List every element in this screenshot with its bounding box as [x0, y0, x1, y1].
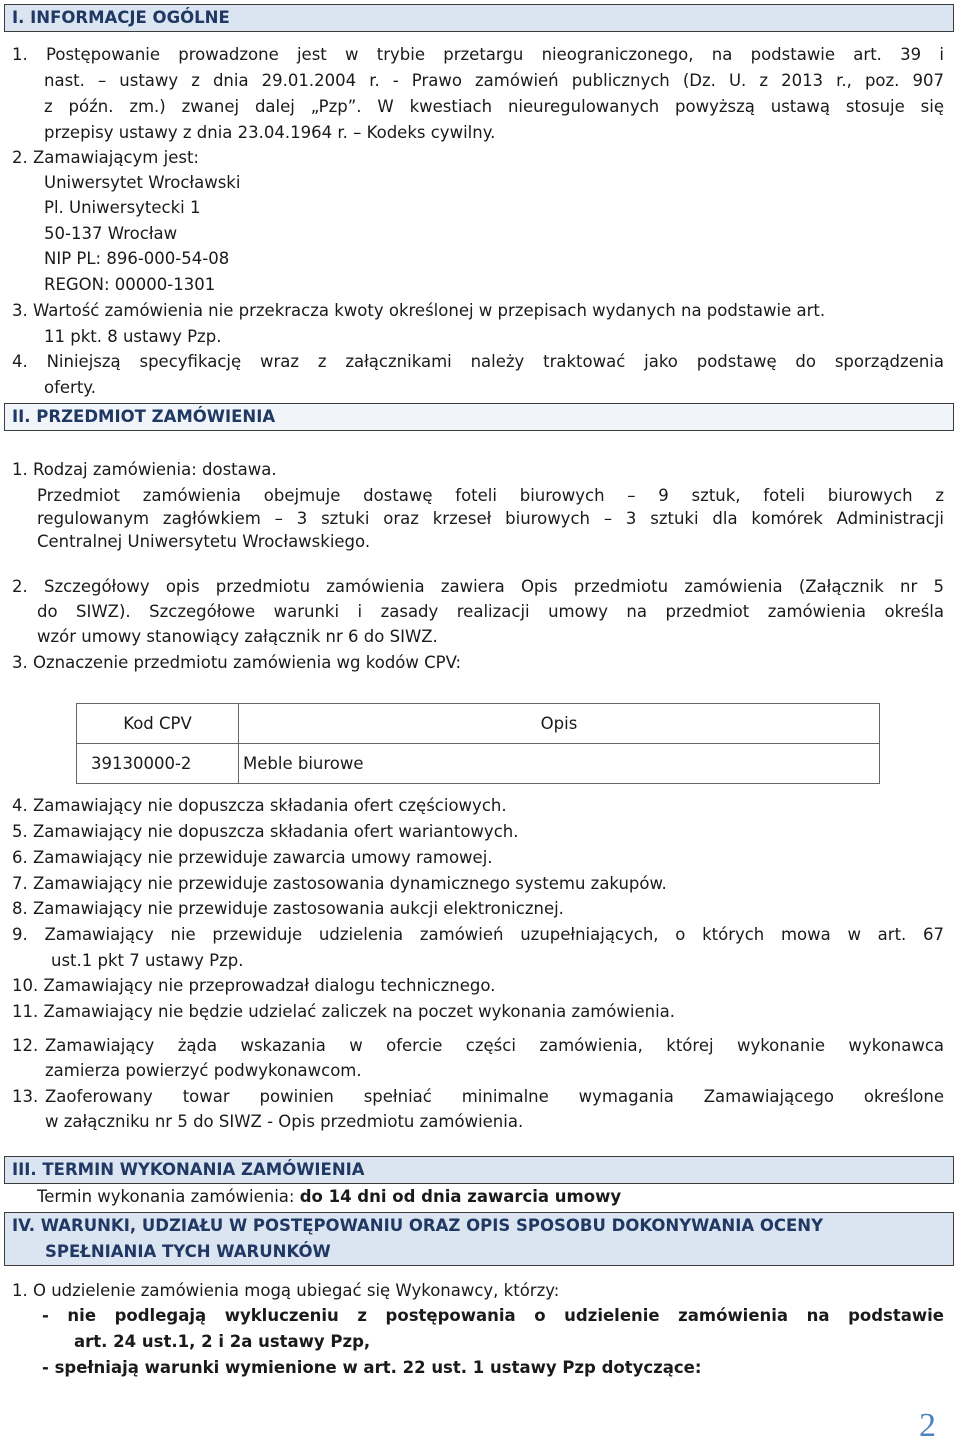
paragraph-2-title: 2. Zamawiającym jest:	[12, 148, 199, 167]
address-line-5: REGON: 00000-1301	[44, 275, 216, 294]
section-heading-subject: II. PRZEDMIOT ZAMÓWIENIA	[4, 403, 954, 431]
deadline-label: Termin wykonania zamówienia:	[37, 1187, 300, 1206]
paragraph-4-line-1: 4. Niniejszą specyfikację wraz z załącznikami należy traktować jako podstawę do sporządzenia	[12, 352, 944, 371]
condition-1-line-1: - nie podlegają wykluczeniu z postępowania o udzielenie zamówienia na podstawie	[42, 1306, 944, 1325]
paragraph-3-line-2: 11 pkt. 8 ustawy Pzp.	[44, 327, 222, 346]
cpv-code-cell: 39130000-2	[77, 744, 239, 784]
conditions-heading-line-1: IV. WARUNKI, UDZIAŁU W POSTĘPOWANIU ORAZ OPIS SPOSOBU DOKONYWANIA OCENY	[12, 1216, 824, 1235]
paragraph-1-line-3: z późn. zm.) zwanej dalej „Pzp”. W kwestiach nieuregulowanych powyższą ustawą stosuje się	[44, 97, 944, 116]
item-9-line-1: 9. Zamawiający nie przewiduje udzielenia zamówień uzupełniających, o których mowa w art. 67	[12, 925, 944, 944]
section-heading-conditions	[4, 1212, 954, 1266]
conditions-intro: 1. O udzielenie zamówienia mogą ubiegać się Wykonawcy, którzy:	[12, 1281, 560, 1300]
cpv-header-desc: Opis	[239, 704, 880, 744]
conditions-heading-line-2: SPEŁNIANIA TYCH WARUNKÓW	[45, 1242, 331, 1261]
paragraph-4-line-2: oferty.	[44, 378, 96, 397]
item-10: 10. Zamawiający nie przeprowadzał dialogu technicznego.	[12, 976, 496, 995]
item-13-line-2: w załączniku nr 5 do SIWZ - Opis przedmiotu zamówienia.	[45, 1112, 524, 1131]
list-item: 5. Zamawiający nie dopuszcza składania ofert wariantowych.	[12, 822, 519, 841]
item-12-line-2: zamierza powierzyć podwykonawcom.	[45, 1061, 362, 1080]
paragraph-1-line-1: 1. Postępowanie prowadzone jest w trybie przetargu nieograniczonego, na podstawie art. 39 i	[12, 45, 944, 64]
item-12-line-1: Zamawiający żąda wskazania w ofercie części zamówienia, której wykonanie wykonawca	[45, 1036, 944, 1055]
list-item: 8. Zamawiający nie przewiduje zastosowania aukcji elektronicznej.	[12, 899, 564, 918]
item-13-line-1: Zaoferowany towar powinien spełniać minimalne wymagania Zamawiającego określone	[45, 1087, 944, 1106]
paragraph-3-line-1: 3. Wartość zamówienia nie przekracza kwoty określonej w przepisach wydanych na podstawie art.	[12, 301, 826, 320]
subject-desc-line-3: Centralnej Uniwersytetu Wrocławskiego.	[37, 532, 371, 551]
item-11: 11. Zamawiający nie będzie udzielać zaliczek na poczet wykonania zamówienia.	[12, 1002, 676, 1021]
cpv-table	[76, 703, 880, 784]
section-heading-general: I. INFORMACJE OGÓLNE	[4, 4, 954, 32]
deadline-value: do 14 dni od dnia zawarcia umowy	[299, 1187, 622, 1206]
cpv-header-row	[77, 704, 880, 744]
subject-type: 1. Rodzaj zamówienia: dostawa.	[12, 460, 277, 479]
page-number: 2	[919, 1407, 936, 1444]
item-9-line-2: ust.1 pkt 7 ustawy Pzp.	[51, 951, 244, 970]
deadline-text	[37, 1186, 621, 1208]
detail-desc-line-3: wzór umowy stanowiący załącznik nr 6 do SIWZ.	[37, 627, 438, 646]
address-line-3: 50-137 Wrocław	[44, 224, 178, 243]
paragraph-1-line-4: przepisy ustawy z dnia 23.04.1964 r. – Kodeks cywilny.	[44, 123, 496, 142]
cpv-desc-cell: Meble biurowe	[239, 744, 880, 784]
cpv-header-code: Kod CPV	[77, 704, 239, 744]
address-line-2: Pl. Uniwersytecki 1	[44, 198, 201, 217]
address-line-4: NIP PL: 896-000-54-08	[44, 249, 230, 268]
condition-1-line-2: art. 24 ust.1, 2 i 2a ustawy Pzp,	[74, 1332, 371, 1351]
paragraph-1-line-2: nast. – ustawy z dnia 29.01.2004 r. - Prawo zamówień publicznych (Dz. U. z 2013 r., poz. 907	[44, 71, 944, 90]
section-heading-deadline: III. TERMIN WYKONANIA ZAMÓWIENIA	[4, 1156, 954, 1184]
subject-desc-line-1: Przedmiot zamówienia obejmuje dostawę foteli biurowych – 9 sztuk, foteli biurowych z	[37, 486, 944, 505]
subject-desc-line-2: regulowanym zagłówkiem – 3 sztuki oraz krzeseł biurowych – 3 sztuki dla komórek Administracji	[37, 509, 944, 528]
condition-2: - spełniają warunki wymienione w art. 22 ust. 1 ustawy Pzp dotyczące:	[42, 1358, 702, 1377]
item-12-number: 12.	[12, 1036, 39, 1055]
cpv-intro: 3. Oznaczenie przedmiotu zamówienia wg kodów CPV:	[12, 653, 462, 672]
detail-desc-line-1: 2. Szczegółowy opis przedmiotu zamówienia zawiera Opis przedmiotu zamówienia (Załącznik nr 5	[12, 577, 944, 596]
list-item: 4. Zamawiający nie dopuszcza składania ofert częściowych.	[12, 796, 507, 815]
address-line-1: Uniwersytet Wrocławski	[44, 173, 241, 192]
item-13-number: 13.	[12, 1087, 39, 1106]
list-item: 7. Zamawiający nie przewiduje zastosowania dynamicznego systemu zakupów.	[12, 874, 667, 893]
table-row	[77, 744, 880, 784]
list-item: 6. Zamawiający nie przewiduje zawarcia umowy ramowej.	[12, 848, 493, 867]
detail-desc-line-2: do SIWZ). Szczegółowe warunki i zasady realizacji umowy na przedmiot zamówienia określa	[37, 602, 944, 621]
